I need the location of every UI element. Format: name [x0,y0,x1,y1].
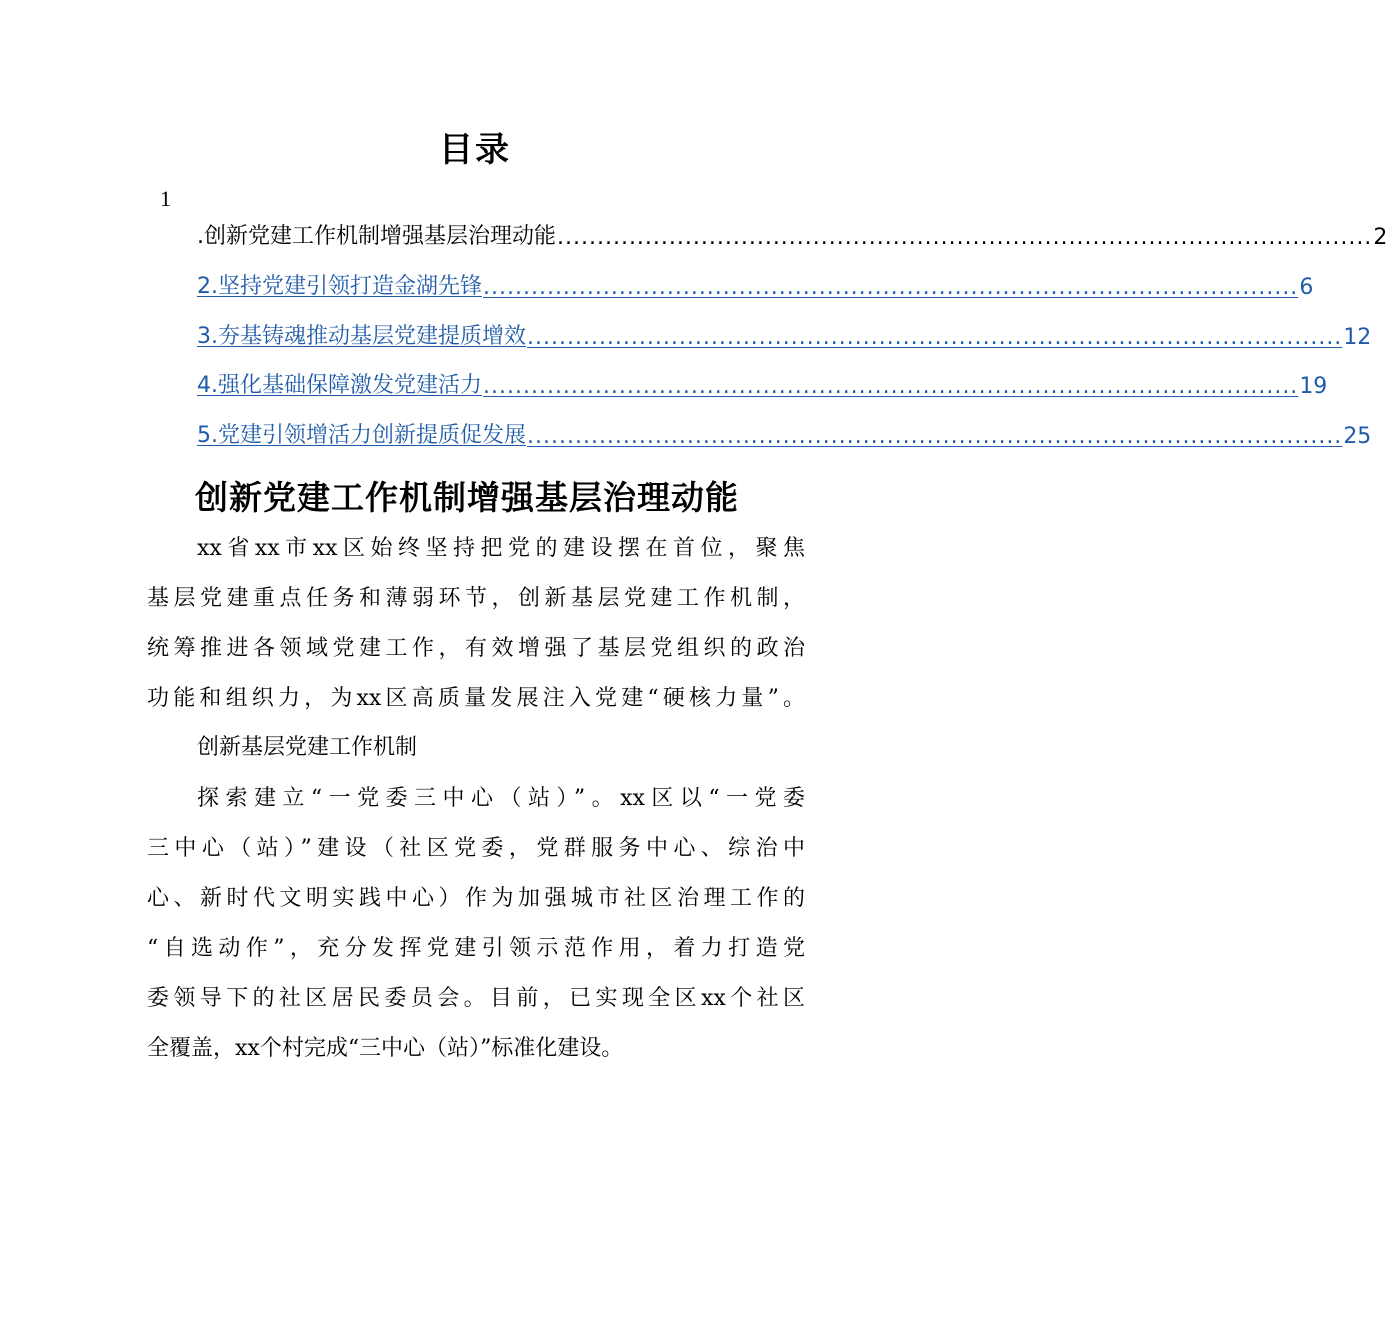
toc-entry-page: 19 [1299,374,1328,399]
para2-line-2: 三中心（站）”建设（社区党委，党群服务中心、综治中 [147,836,805,861]
toc-entry-title-link[interactable]: 3.夯基铸魂推动基层党建提质增效 [197,324,526,349]
toc-leader-dots: ...................................................................................................... [483,275,1299,300]
toc-entry-page: 12 [1343,325,1372,350]
toc-entry-page: 6 [1299,275,1314,300]
toc-leader-dots: ...................................................................................................... [483,374,1299,399]
toc-first-number: 1 [160,186,171,211]
toc-entry-4[interactable] [197,365,1328,399]
para1-line-3: 统筹推进各领域党建工作，有效增强了基层党组织的政治 [147,636,805,661]
para2-line-3: 心、新时代文明实践中心）作为加强城市社区治理工作的 [147,886,805,911]
toc-entry-5[interactable] [197,415,1372,449]
toc-entry-title: .创新党建工作机制增强基层治理动能 [197,224,556,249]
toc-entry-page: 2 [1373,225,1387,250]
toc-leader-dots: ...................................................................................................... [527,424,1343,449]
toc-entry-2[interactable] [197,266,1314,300]
toc-title: 目录 [439,130,511,170]
para2-line-6: 全覆盖，xx个村完成“三中心（站）”标准化建设。 [147,1036,624,1061]
toc-leader-dots: ...................................................................................................... [557,225,1373,250]
section-subheading: 创新基层党建工作机制 [197,735,418,760]
para2-line-4: “自选动作”，充分发挥党建引领示范作用，着力打造党 [147,936,805,961]
para2-line-5: 委领导下的社区居民委员会。目前，已实现全区xx个社区 [147,986,805,1011]
para1-line-1: xx省xx市xx区始终坚持把党的建设摆在首位，聚焦 [197,536,805,561]
toc-leader-dots: ...................................................................................................... [527,325,1343,350]
toc-entry-title-link[interactable]: 4.强化基础保障激发党建活力 [197,373,482,398]
toc-entry-1[interactable] [197,216,1387,250]
para1-line-4: 功能和组织力，为xx区高质量发展注入党建“硬核力量”。 [147,686,805,711]
article-title: 创新党建工作机制增强基层治理动能 [195,478,739,517]
toc-entry-title-link[interactable]: 2.坚持党建引领打造金湖先锋 [197,274,482,299]
toc-entry-3[interactable] [197,316,1372,350]
para1-line-2: 基层党建重点任务和薄弱环节，创新基层党建工作机制， [147,586,805,611]
toc-entry-title-link[interactable]: 5.党建引领增活力创新提质促发展 [197,423,526,448]
para2-line-1: 探索建立“一党委三中心（站）”。xx区以“一党委 [197,786,805,811]
toc-entry-page: 25 [1343,424,1372,449]
